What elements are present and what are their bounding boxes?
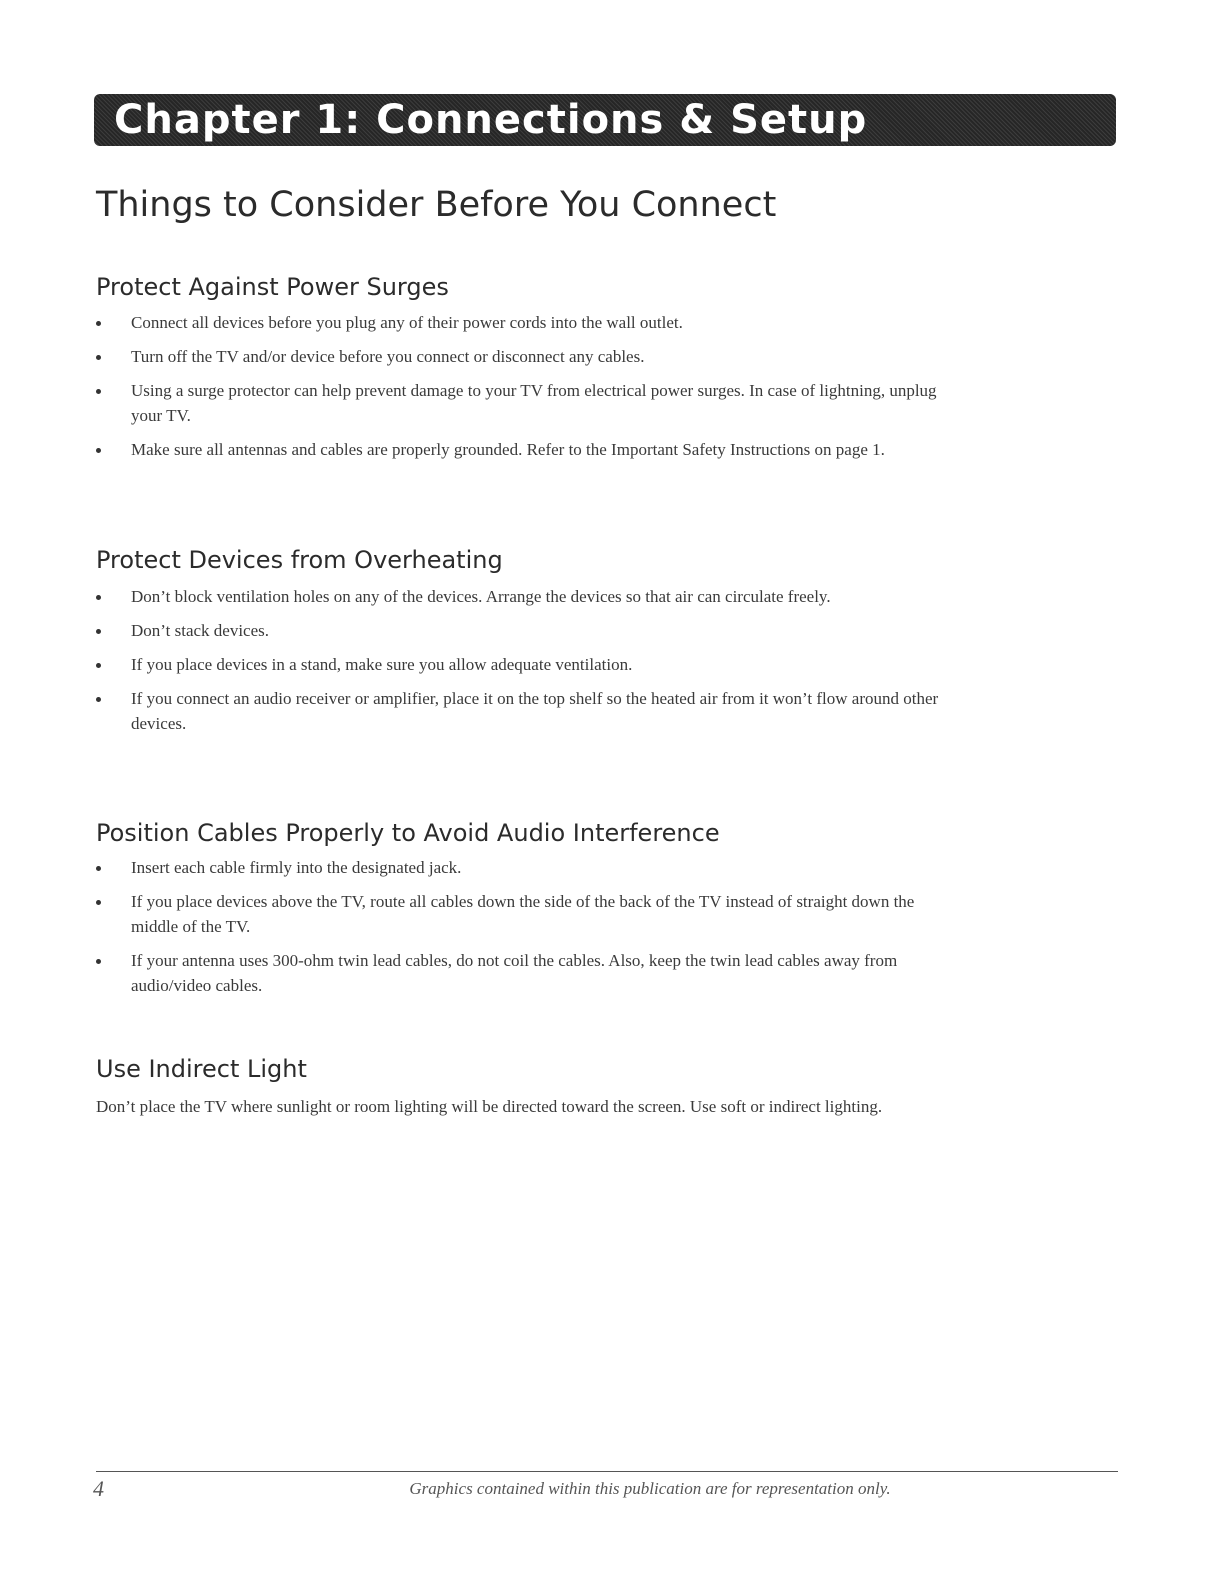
bullet-icon [96,866,101,871]
list-item-text: If your antenna uses 300-ohm twin lead cables, do not coil the cables. Also, keep the twin lead cables away from audio/video cables. [131,951,898,995]
list-item [96,310,946,335]
bullet-icon [96,900,101,905]
bullet-icon [96,663,101,668]
list-item [96,378,946,428]
list-item [96,618,946,643]
list-item [96,584,946,609]
indirect-light-paragraph: Don’t place the TV where sunlight or room lighting will be directed toward the screen. Use soft or indirect lighting. [96,1097,883,1116]
list-item-text: Turn off the TV and/or device before you connect or disconnect any cables. [131,347,645,366]
list-item [96,889,946,939]
list-item-text: Connect all devices before you plug any of their power cords into the wall outlet. [131,313,683,332]
page-title: Things to Consider Before You Connect [96,185,777,225]
section-heading-indirect-light: Use Indirect Light [96,1055,307,1083]
list-item [96,948,946,998]
bullet-icon [96,959,101,964]
list-item-text: If you place devices above the TV, route all cables down the side of the back of the TV instead of straight down the middle of the TV. [131,892,915,936]
bullet-icon [96,629,101,634]
list-item-text: Using a surge protector can help prevent damage to your TV from electrical power surges. In case of lightning, unplug your TV. [131,381,937,425]
list-item [96,344,946,369]
list-item [96,437,946,462]
list-item-text: Don’t stack devices. [131,621,270,640]
chapter-banner [94,94,1116,146]
list-item [96,686,946,736]
overheating-list [96,584,946,745]
list-item-text: If you place devices in a stand, make sure you allow adequate ventilation. [131,655,633,674]
list-item-text: Don’t block ventilation holes on any of the devices. Arrange the devices so that air can circulate freely. [131,587,831,606]
section-heading-power-surges: Protect Against Power Surges [96,273,449,301]
bullet-icon [96,697,101,702]
bullet-icon [96,389,101,394]
list-item-text: If you connect an audio receiver or amplifier, place it on the top shelf so the heated air from it won’t flow around other devices. [131,689,939,733]
list-item-text: Insert each cable firmly into the designated jack. [131,858,462,877]
footer-note: Graphics contained within this publication are for representation only. [409,1479,891,1498]
footer-divider [96,1471,1118,1472]
section-heading-overheating: Protect Devices from Overheating [96,546,503,574]
list-item [96,855,946,880]
bullet-icon [96,595,101,600]
power-surges-list [96,310,946,471]
list-item-text: Make sure all antennas and cables are properly grounded. Refer to the Important Safety Instructions on page 1. [131,440,885,459]
page-number: 4 [93,1476,104,1501]
list-item [96,652,946,677]
chapter-title: Chapter 1: Connections & Setup [114,97,868,143]
bullet-icon [96,448,101,453]
section-heading-cables: Position Cables Properly to Avoid Audio Interference [96,819,720,847]
cables-list [96,855,946,1007]
bullet-icon [96,321,101,326]
bullet-icon [96,355,101,360]
